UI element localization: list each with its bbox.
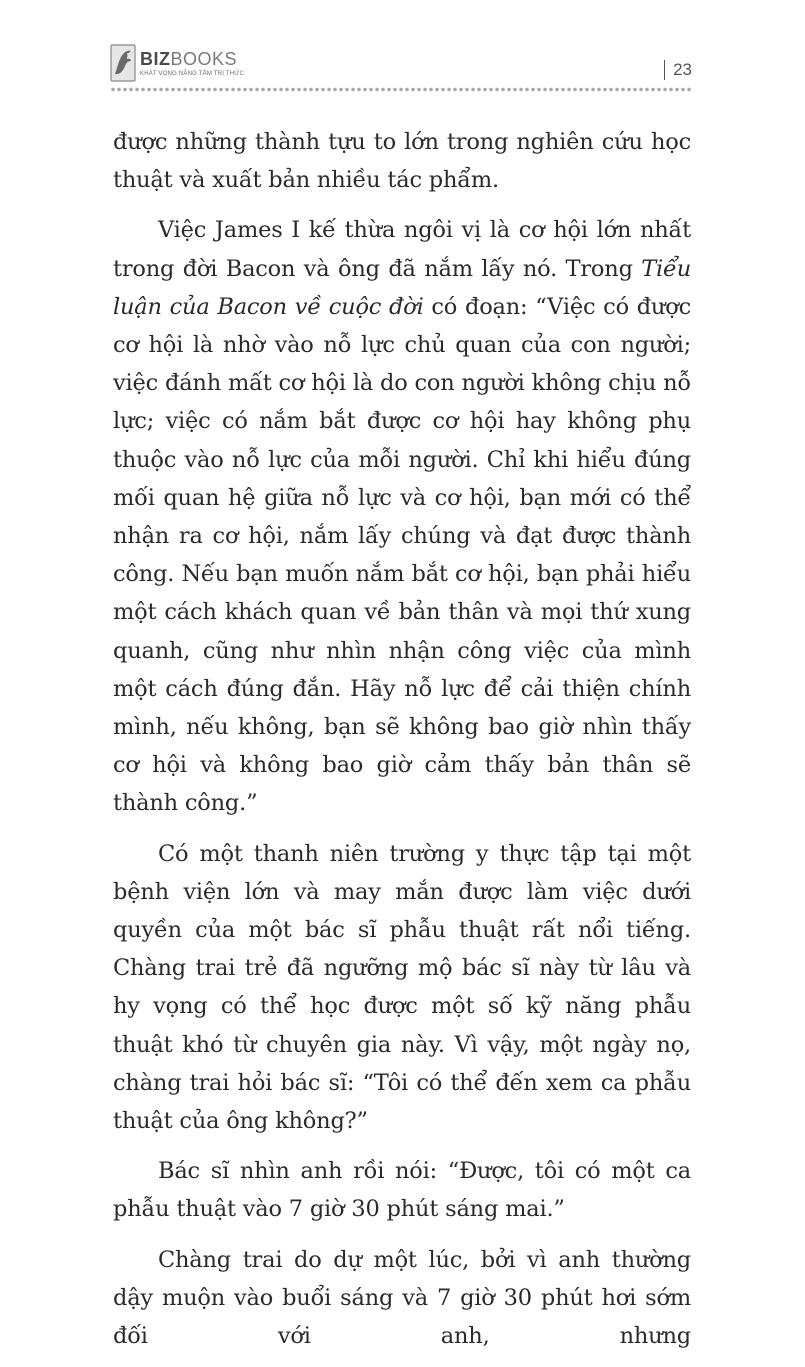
bizbooks-logo-icon (110, 44, 136, 82)
page-number-value: 23 (673, 60, 692, 79)
paragraph-2 (113, 211, 691, 822)
paragraph-4: Bác sĩ nhìn anh rồi nói: “Được, tôi có một ca phẫu thuật vào 7 giờ 30 phút sáng mai.” (113, 1158, 691, 1223)
page-number (664, 60, 692, 80)
body-text (113, 123, 691, 1367)
paragraph-2-start: Việc James I kế thừa ngôi vị là cơ hội lớn nhất trong đời Bacon và ông đã nắm lấy nó. Trong (113, 217, 691, 282)
book-title-italic: Tiểu luận của Bacon về cuộc đời (113, 255, 691, 320)
page-number-divider (664, 60, 666, 80)
header-dotted-rule (110, 86, 692, 93)
paragraph-2-end: có đoạn: “Việc có được cơ hội là nhờ vào nỗ lực chủ quan của con người; việc đánh mất cơ hội là do con người không chịu nỗ lực; việc có nắm bắt được cơ hội hay không phụ thuộc vào nỗ lực của mỗi người. Chỉ khi hiểu đúng mối quan hệ giữa nỗ lực và cơ hội, bạn mới có thể nhận ra cơ hội, nắm lấy chúng và đạt được thành công. Nếu bạn muốn nắm bắt cơ hội, bạn phải hiểu một cách khách quan về bản thân và mọi thứ xung quanh, cũng như nhìn nhận công việc của mình một cách đúng đắn. Hãy nỗ lực để cải thiện chính mình, nếu không, bạn sẽ không bao giờ nhìn thấy cơ hội và không bao giờ cảm thấy bản thân sẽ thành công.” (113, 293, 691, 817)
logo-wordmark (140, 50, 244, 77)
brand-slogan: KHÁT VỌNG NÂNG TẦM TRI THỨC (140, 70, 245, 77)
brand-light: BOOKS (170, 48, 238, 69)
brand-name (140, 50, 244, 68)
brand-bold: BIZ (140, 48, 171, 69)
paragraph-3: Có một thanh niên trường y thực tập tại một bệnh viện lớn và may mắn được làm việc dưới quyền của một bác sĩ phẫu thuật rất nổi tiếng. Chàng trai trẻ đã ngưỡng mộ bác sĩ này từ lâu và hy vọng có thể học được một số kỹ năng phẫu thuật khó từ chuyên gia này. Vì vậy, một ngày nọ, chàng trai hỏi bác sĩ: “Tôi có thể đến xem ca phẫu thuật của ông không?” (113, 840, 691, 1135)
paragraph-1: được những thành tựu to lớn trong nghiên cứu học thuật và xuất bản nhiều tác phẩm. (113, 129, 691, 194)
paragraph-5: Chàng trai do dự một lúc, bởi vì anh thường dậy muộn vào buổi sáng và 7 giờ 30 phút hơi sớm đối với anh, nhưng (113, 1246, 691, 1350)
publisher-logo (110, 44, 244, 82)
page-header (0, 0, 805, 100)
